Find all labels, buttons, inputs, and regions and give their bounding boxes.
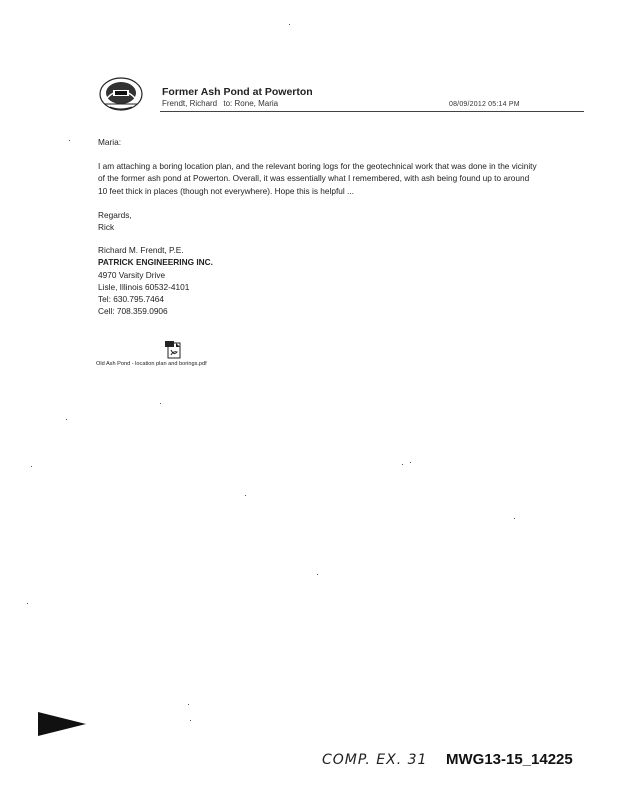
email-to: Rone, Maria (234, 99, 279, 108)
signature-name: Richard M. Frendt, P.E. (98, 245, 184, 256)
email-to-label: to: (223, 99, 233, 108)
email-sender-recipient (162, 99, 278, 108)
closing-name: Rick (98, 222, 115, 233)
scan-speck (66, 419, 67, 420)
closing: Regards, (98, 209, 132, 220)
signature-address-line2: Lisle, Illinois 60532-4101 (98, 281, 190, 292)
scan-speck (317, 574, 318, 575)
email-subject: Former Ash Pond at Powerton (162, 86, 313, 98)
signature-company: PATRICK ENGINEERING INC. (98, 257, 213, 268)
signature-cell: Cell: 708.359.0906 (98, 306, 168, 317)
scan-speck (31, 466, 32, 467)
scan-speck (402, 464, 403, 465)
email-body (98, 136, 538, 317)
message-paragraph: I am attaching a boring location plan, and the relevant boring logs for the geotechnical work that was done in the vicinity of the former ash pond at Powerton. Overall, it was essentially what I remembered, with ash being found up to around 10 feet thick in places (though not everywhere). Hope this is helpful ... (98, 161, 537, 196)
signature-address-line1: 4970 Varsity Drive (98, 269, 166, 280)
black-triangle-mark (38, 712, 86, 736)
email-datetime: 08/09/2012 05:14 PM (449, 101, 520, 108)
company-logo-icon (98, 76, 144, 112)
exhibit-stamp: COMP. EX. 31 (322, 752, 428, 768)
scan-speck (190, 720, 191, 721)
scan-speck (289, 24, 290, 25)
email-from: Frendt, Richard (162, 99, 218, 108)
scan-speck (410, 462, 411, 463)
scan-speck (245, 495, 246, 496)
scan-speck (188, 704, 189, 705)
scan-speck (69, 140, 70, 141)
header-divider (160, 111, 584, 112)
scan-speck (160, 403, 161, 404)
bates-number: MWG13-15_14225 (446, 751, 573, 768)
pdf-file-icon[interactable] (164, 340, 184, 360)
attachment-filename[interactable]: Old Ash Pond - location plan and borings.pdf (96, 361, 207, 367)
signature-block (98, 244, 538, 317)
scan-speck (27, 603, 28, 604)
greeting: Maria: (98, 137, 122, 147)
scan-speck (514, 518, 515, 519)
signature-tel: Tel: 630.795.7464 (98, 294, 164, 305)
